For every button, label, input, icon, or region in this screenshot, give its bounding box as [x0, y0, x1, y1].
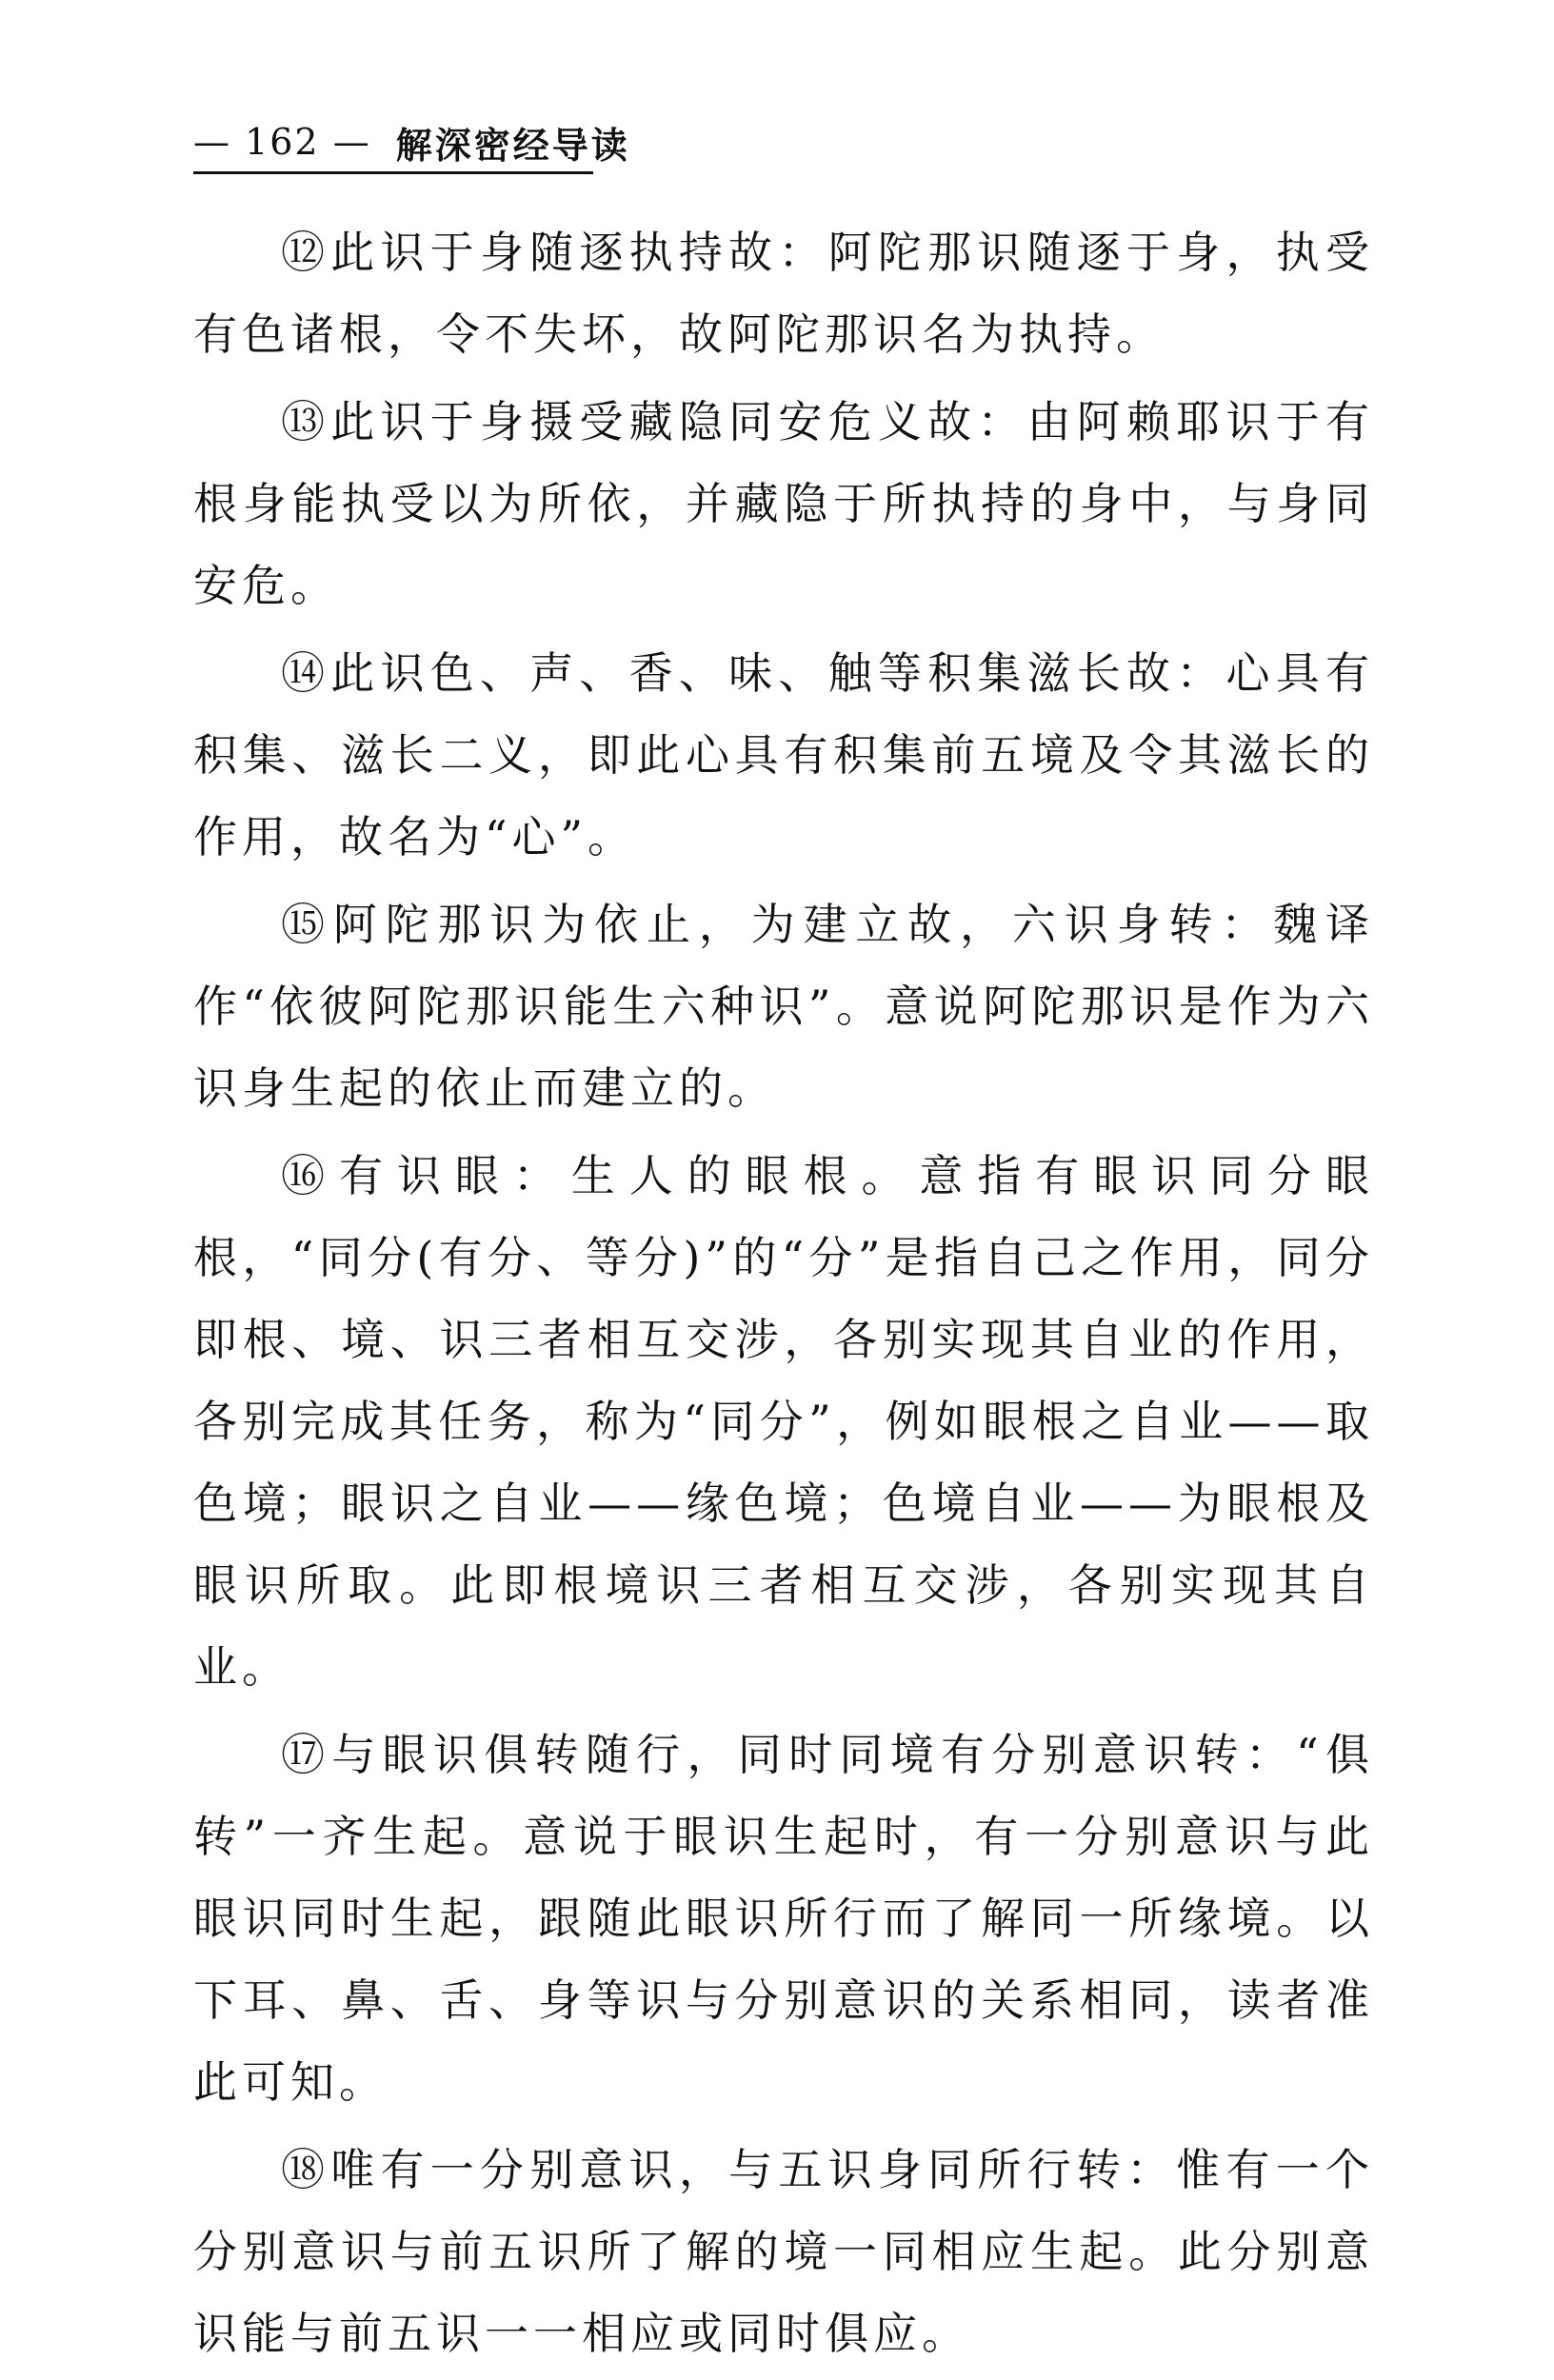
book-title: 解深密经导读 [395, 123, 630, 167]
note-16: ⑯有识眼：生人的眼根。意指有眼识同分眼根，“同分(有分、等分)”的“分”是指自己之作用，同分即根、境、识三者相互交涉，各别实现其自业的作用，各别完成其任务，称为“同分”，例如眼根之自业——取色境；眼识之自业——缘色境；色境自业——为眼根及眼识所取。此即根境识三者相互交涉，各别实现其自业。 [193, 1150, 1374, 1693]
note-12: ⑫此识于身随逐执持故：阿陀那识随逐于身，执受有色诸根，令不失坏，故阿陀那识名为执持。 [193, 227, 1374, 360]
page-body [193, 211, 1374, 2380]
note-18: ⑱唯有一分别意识，与五识身同所行转：惟有一个分别意识与前五识所了解的境一同相应生起。此分别意识能与前五识一一相应或同时俱应。 [193, 2144, 1374, 2359]
note-17: ⑰与眼识俱转随行，同时同境有分别意识转：“俱转”一齐生起。意说于眼识生起时，有一分别意识与此眼识同时生起，跟随此眼识所行而了解同一所缘境。以下耳、鼻、舌、身等识与分别意识的关系相同，读者准此可知。 [193, 1729, 1374, 2108]
note-15: ⑮阿陀那识为依止，为建立故，六识身转：魏译作“依彼阿陀那识能生六种识”。意说阿陀那识是作为六识身生起的依止而建立的。 [193, 899, 1374, 1114]
running-header [193, 112, 630, 174]
page-number: — 162 — [193, 121, 371, 163]
note-13: ⑬此识于身摄受藏隐同安危义故：由阿赖耶识于有根身能执受以为所依，并藏隐于所执持的身中，与身同安危。 [193, 396, 1374, 611]
note-14: ⑭此识色、声、香、味、触等积集滋长故：心具有积集、滋长二义，即此心具有积集前五境及令其滋长的作用，故名为“心”。 [193, 647, 1374, 863]
